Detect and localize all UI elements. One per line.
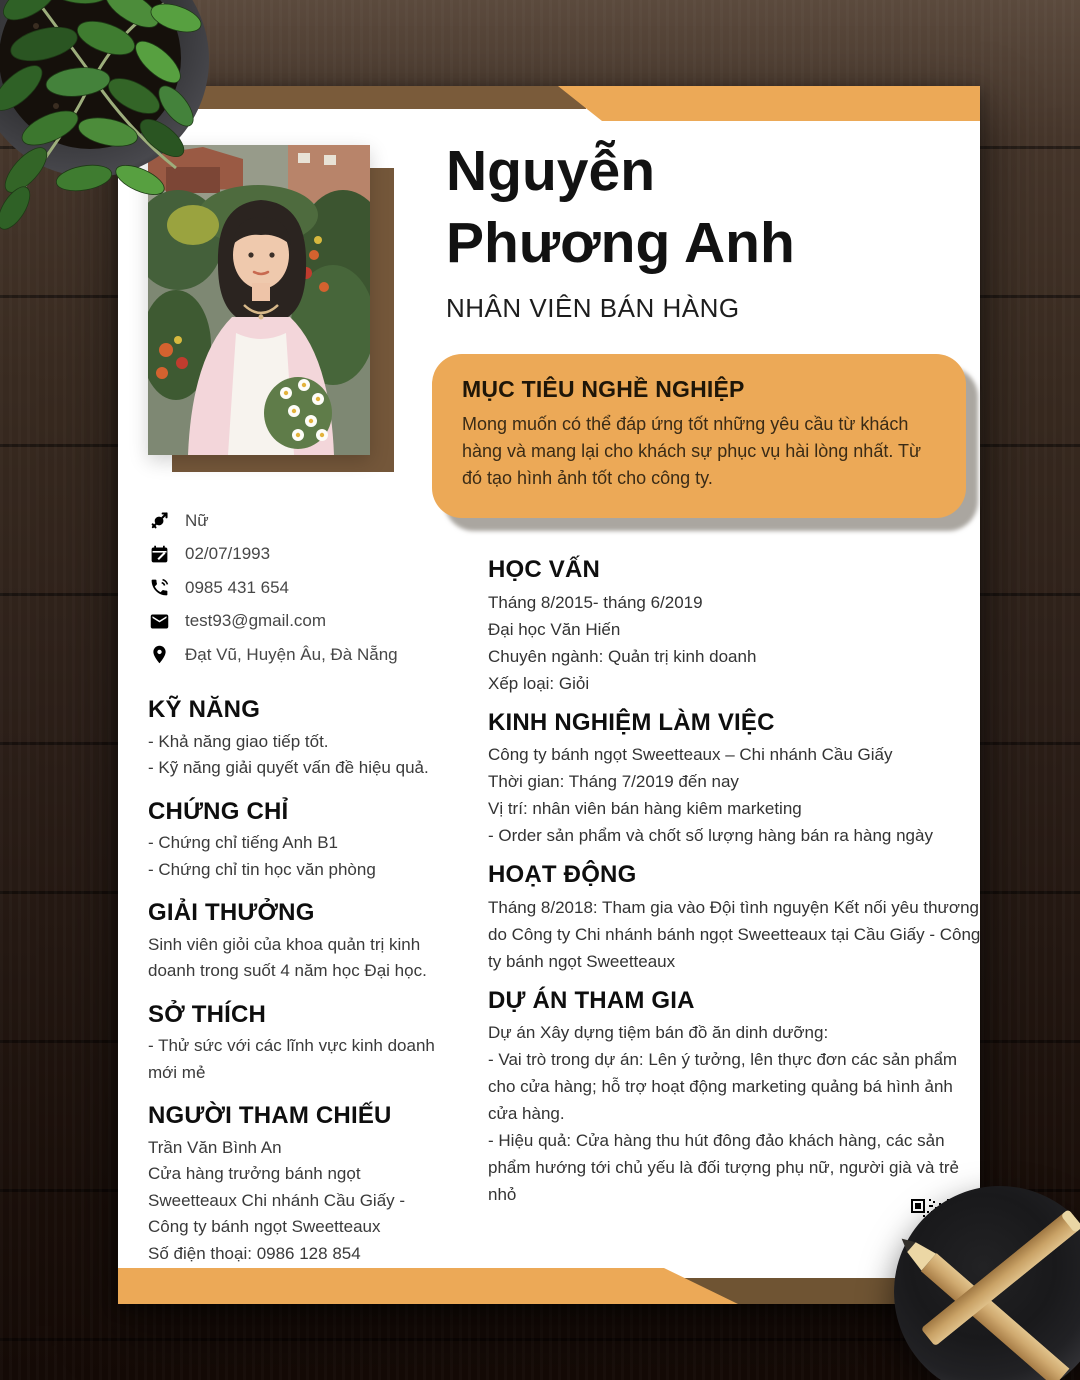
section-line: Chuyên ngành: Quản trị kinh doanh <box>488 646 757 666</box>
section-heading: HỌC VẤN <box>488 556 601 583</box>
section-hobbies <box>148 1001 463 1087</box>
phone-icon <box>148 577 170 599</box>
section-line: Công ty bánh ngọt Sweetteaux – Chi nhánh Cầu Giấy <box>488 745 893 765</box>
calendar-icon <box>148 543 170 565</box>
section-line: Dự án Xây dựng tiệm bán đồ ăn dinh dưỡng: <box>488 1023 829 1043</box>
pencil-cup <box>878 1168 1080 1380</box>
header-block <box>446 136 976 324</box>
job-title: NHÂN VIÊN BÁN HÀNG <box>446 292 740 323</box>
section-skills <box>148 696 463 782</box>
right-column <box>488 556 986 1220</box>
section-line: - Hiệu quả: Cửa hàng thu hút đông đảo khách hàng, các sản phẩm hướng tới chủ yếu là đối tượng phụ nữ, người già và trẻ nhỏ <box>488 1131 959 1205</box>
objective-heading: MỤC TIÊU NGHỀ NGHIỆP <box>462 376 745 402</box>
contact-row-phone <box>148 577 398 598</box>
section-line: Cửa hàng trưởng bánh ngọt <box>148 1164 361 1184</box>
plant-illustration <box>0 0 266 276</box>
section-awards <box>148 899 463 985</box>
objective-body: Mong muốn có thể đáp ứng tốt những yêu cầu từ khách hàng và mang lại cho khách sự phục vụ hài lòng nhất. Từ đó tạo hình ảnh tốt cho công ty. <box>462 414 922 488</box>
section-certificates <box>148 798 463 884</box>
contact-birthday: 02/07/1993 <box>185 544 271 563</box>
section-line: Tháng 8/2018: Tham gia vào Đội tình nguyện Kết nối yêu thương do Công ty Chi nhánh bánh ngọt Sweetteaux tại Cầu Giấy - Công ty bánh ngọt Sweetteaux <box>488 897 981 971</box>
location-icon <box>148 644 170 666</box>
section-activities <box>488 861 986 975</box>
section-heading: KỸ NĂNG <box>148 696 261 723</box>
contact-row-address <box>148 644 398 665</box>
section-line: Sweetteaux Chi nhánh Cầu Giấy - <box>148 1190 406 1210</box>
contact-row-birthday <box>148 544 398 565</box>
contact-row-email <box>148 611 398 632</box>
section-heading: HOẠT ĐỘNG <box>488 861 637 889</box>
section-line: Số điện thoại: 0986 128 854 <box>148 1243 361 1263</box>
section-line: Đại học Văn Hiến <box>488 619 621 639</box>
section-line: Trần Văn Bình An <box>148 1137 282 1157</box>
section-line: Tháng 8/2015- tháng 6/2019 <box>488 592 703 612</box>
section-line: - Chứng chỉ tiếng Anh B1 <box>148 833 338 853</box>
section-line: - Vai trò trong dự án: Lên ý tưởng, lên thực đơn các sản phẩm cho cửa hàng; hỗ trợ hoạt động marketing quảng bá hình ảnh cửa hàng. <box>488 1050 958 1124</box>
section-line: - Khả năng giao tiếp tốt. <box>148 731 329 751</box>
section-line: Thời gian: Tháng 7/2019 đến nay <box>488 772 739 792</box>
section-education <box>488 556 986 697</box>
section-line: Vị trí: nhân viên bán hàng kiêm marketing <box>488 799 802 819</box>
section-heading: NGƯỜI THAM CHIẾU <box>148 1102 392 1130</box>
section-heading: KINH NGHIỆM LÀM VIỆC <box>488 708 775 736</box>
objective-box <box>432 354 966 518</box>
section-heading: GIẢI THƯỞNG <box>148 899 315 927</box>
top-banner-orange <box>558 86 980 121</box>
contact-email: test93@gmail.com <box>185 611 327 630</box>
contact-address: Đạt Vũ, Huyện Âu, Đà Nẵng <box>185 644 398 664</box>
name-line-2: Phương Anh <box>446 210 795 275</box>
section-heading: SỞ THÍCH <box>148 1000 267 1028</box>
section-line: Sinh viên giỏi của khoa quản trị kinh doanh trong suốt 4 năm học Đại học. <box>148 934 427 981</box>
section-line: Xếp loại: Giỏi <box>488 673 590 693</box>
section-heading: CHỨNG CHỈ <box>148 797 289 825</box>
section-line: - Order sản phẩm và chốt số lượng hàng bán ra hàng ngày <box>488 826 933 846</box>
contact-row-gender <box>148 510 398 531</box>
left-column <box>148 696 463 1283</box>
section-heading: DỰ ÁN THAM GIA <box>488 986 695 1014</box>
email-icon <box>148 610 170 632</box>
contact-list <box>148 510 398 678</box>
gender-icon <box>148 510 170 532</box>
section-line: - Thử sức với các lĩnh vực kinh doanh mới mẻ <box>148 1036 435 1082</box>
section-line: - Chứng chỉ tin học văn phòng <box>148 859 376 879</box>
name-line-1: Nguyễn <box>446 139 656 203</box>
section-experience <box>488 709 986 850</box>
potted-plant <box>0 0 266 276</box>
contact-phone: 0985 431 654 <box>185 577 289 597</box>
section-references <box>148 1102 463 1267</box>
section-line: Công ty bánh ngọt Sweetteaux <box>148 1217 381 1237</box>
contact-gender: Nữ <box>185 510 209 530</box>
section-line: - Kỹ năng giải quyết vấn đề hiệu quả. <box>148 758 429 778</box>
